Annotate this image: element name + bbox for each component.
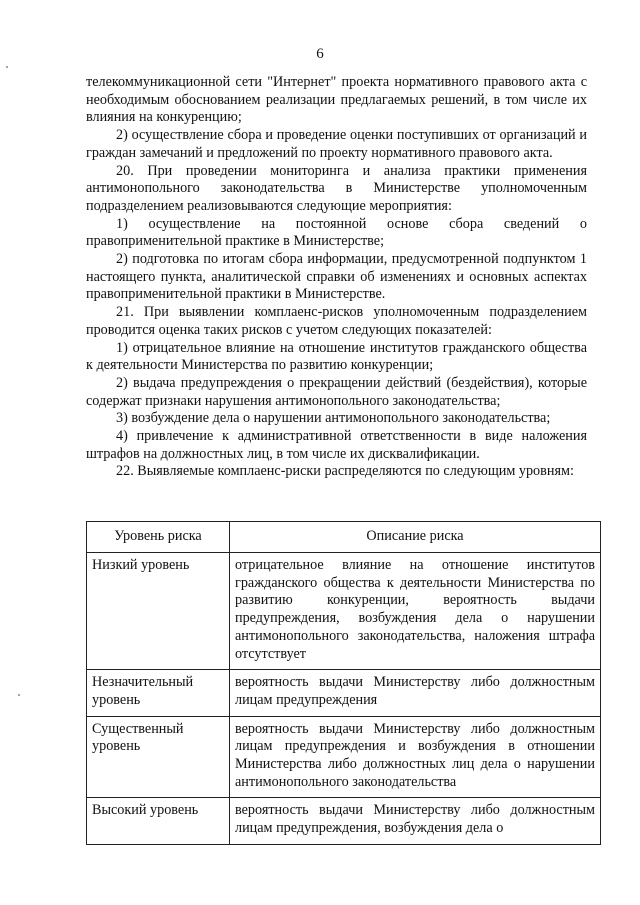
table-row xyxy=(87,553,601,670)
paragraph: 2) подготовка по итогам сбора информации, предусмотренной подпунктом 1 настоящего пункта, аналитической справки об изменениях и основных аспектах правоприменительной практики в Министерстве. xyxy=(86,251,587,303)
risk-description-cell: вероятность выдачи Министерству либо должностным лицам предупреждения, возбуждения дела о xyxy=(230,798,601,844)
table-row xyxy=(87,798,601,844)
paragraph: 2) осуществление сбора и проведение оценки поступивших от организаций и граждан замечаний и предложений по проекту нормативного правового акта. xyxy=(86,127,587,161)
table-row xyxy=(87,716,601,798)
paragraph: 21. При выявлении комплаенс-рисков уполномоченным подразделением проводится оценка таких рисков с учетом следующих показателей: xyxy=(86,304,587,338)
paragraph: 3) возбуждение дела о нарушении антимонопольного законодательства; xyxy=(116,410,551,427)
risk-description-cell: вероятность выдачи Министерству либо должностным лицам предупреждения xyxy=(230,670,601,716)
risk-description-cell: отрицательное влияние на отношение институтов гражданского общества к деятельности Министерства по развитию конкуренции, вероятность выдачи предупреждения, возбуждения дела о нарушении антимонопольного законодательства, наложения штрафа отсутствует xyxy=(230,553,601,670)
paragraph: телекоммуникационной сети "Интернет" проекта нормативного правового акта с необходимым обоснованием реализации предлагаемых решений, в том числе их влияния на конкуренцию; xyxy=(86,74,587,126)
table-header-row xyxy=(87,522,601,553)
page-number: 6 xyxy=(316,46,324,62)
header-risk-description: Описание риска xyxy=(230,522,601,553)
paragraph: 22. Выявляемые комплаенс-риски распределяются по следующим уровням: xyxy=(116,463,574,480)
risk-level-cell: Низкий уровень xyxy=(87,553,230,670)
risk-level-cell: Незначительный уровень xyxy=(87,670,230,716)
body-text xyxy=(86,74,587,481)
scan-speck xyxy=(18,694,20,696)
risk-description-cell: вероятность выдачи Министерству либо должностным лицам предупреждения и возбуждения в отношении Министерства либо должностных лиц дела о нарушении антимонопольного законодательства xyxy=(230,716,601,798)
paragraph: 1) отрицательное влияние на отношение институтов гражданского общества к деятельности Министерства по развитию конкуренции; xyxy=(86,339,587,374)
scan-speck xyxy=(6,66,8,68)
paragraph: 2) выдача предупреждения о прекращении действий (бездействия), которые содержат признаки нарушения антимонопольного законодательства; xyxy=(86,374,587,409)
paragraph: 20. При проведении мониторинга и анализа практики применения антимонопольного законодательства в Министерстве уполномоченным подразделением реализовываются следующие мероприятия: xyxy=(86,162,587,214)
paragraph: 4) привлечение к административной ответственности в виде наложения штрафов на должностных лиц, в том числе их дисквалификации. xyxy=(86,428,587,462)
table-row xyxy=(87,670,601,716)
risk-level-table xyxy=(86,521,601,845)
paragraph: 1) осуществление на постоянной основе сбора сведений о правоприменительной практике в Министерстве; xyxy=(86,215,587,250)
risk-level-cell: Высокий уровень xyxy=(87,798,230,844)
risk-level-cell: Существенный уровень xyxy=(87,716,230,798)
header-risk-level: Уровень риска xyxy=(87,522,230,553)
